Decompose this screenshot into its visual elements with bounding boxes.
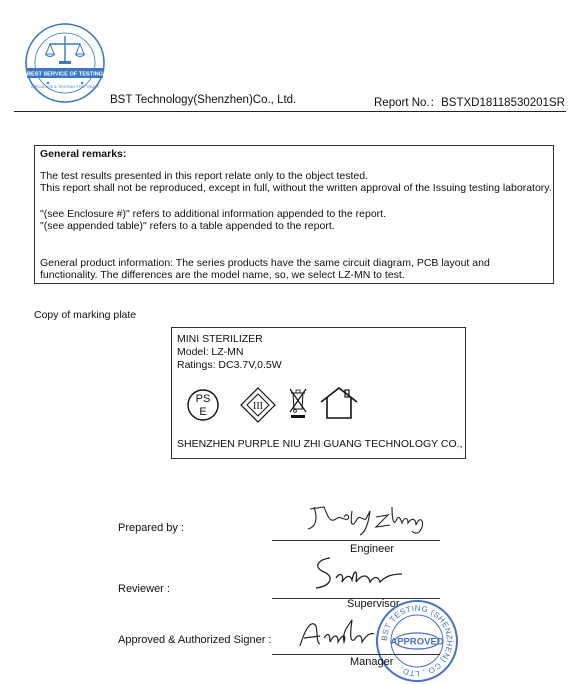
pse-mark-icon [186,385,220,425]
indoor-use-icon [318,385,360,421]
logo-ring-text: CIRCULATE & TESTING FOR TRUST [30,84,100,89]
svg-text:E: E [199,406,207,418]
remarks-line: General product information: The series products have the same circuit diagram, PCB layout and [40,257,490,269]
report-number: Report No.：BSTXD18118530201SR [374,97,565,109]
general-remarks-title: General remarks: [40,148,127,160]
product-name: MINI STERILIZER [177,333,263,345]
supervisor-signature [306,552,410,594]
class-iii-icon [238,385,278,425]
svg-text:APPROVED: APPROVED [390,636,444,648]
approved-signer-label: Approved & Authorized Signer : [118,634,272,646]
manufacturer-name: SHENZHEN PURPLE NIU ZHI GUANG TECHNOLOGY CO., [177,438,463,450]
weee-bin-icon [287,385,309,421]
engineer-role: Engineer [350,543,395,555]
remarks-line: "(see appended table)" refers to a table appended to the report. [40,220,335,232]
remarks-line: This report shall not be reproduced, except in full, without the written approval of the Issuing testing laboratory. [40,182,552,194]
header-divider [14,111,566,112]
svg-text:III: III [253,401,263,412]
manager-signature [296,612,376,652]
manager-role: Manager [350,656,394,668]
product-ratings: Ratings: DC3.7V,0.5W [177,359,282,371]
svg-text:BST TESTING (SHENZHEN) CO., LT: BST TESTING (SHENZHEN) CO., LTD. [379,603,455,679]
company-name: BST Technology(Shenzhen)Co., Ltd. [110,94,297,106]
engineer-signature [300,497,430,539]
reviewer-label: Reviewer : [118,583,170,595]
engineer-signature-line [272,540,440,541]
logo-banner-text: BEST SERVICE OF TESTING [26,71,104,78]
approval-stamp-icon [374,598,460,684]
remarks-line: The test results presented in this report relate only to the object tested. [40,170,369,182]
marking-plate-label: Copy of marking plate [34,309,137,321]
prepared-by-label: Prepared by : [118,522,185,534]
svg-text:PS: PS [195,393,211,405]
bst-logo [24,22,106,104]
supervisor-role: Supervisor [347,598,400,610]
remarks-line: "(see Enclosure #)" refers to additional information appended to the report. [40,208,386,220]
manager-signature-line [272,654,440,655]
remarks-line: functionality. The differences are the model name, so, we select LZ-MN to test. [40,269,405,281]
product-model: Model: LZ-MN [177,346,244,358]
